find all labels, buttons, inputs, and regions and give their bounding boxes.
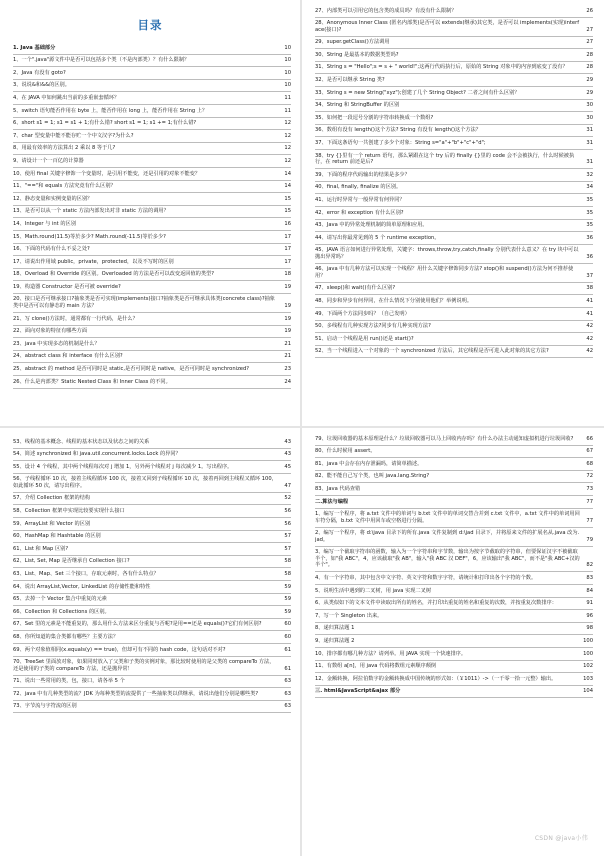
toc-entry-title: 46、java 中有几种方法可以实现一个线程？用什么关键字修饰同步方法? stop()和 suspend()方法为何不推荐使用？ [315,266,574,279]
toc-entry[interactable] [13,294,291,313]
toc-entry[interactable] [13,363,291,376]
toc-entry-page: 16 [284,220,291,227]
toc-entry-page: 28 [586,64,593,71]
toc-entry-page: 57 [284,533,291,540]
toc-entry-title: 7、char 型变量中能不能存贮一个中文汉字?为什么? [13,132,134,139]
toc-entry-page: 59 [284,583,291,590]
toc-entry[interactable] [315,37,593,50]
toc-entry-page: 14 [284,183,291,190]
toc-entry-title: 57、介绍 Collection 框架的结构 [13,495,91,502]
toc-entry-title: 2、编写一个程序，将 d:\java 目录下的所有.java 文件复制到 d:\jad 目录下，并将原来文件的扩展名从.java 改为.jad。 [315,530,580,543]
toc-entry-title: 1. Java 基础部分 [13,44,56,51]
toc-entry[interactable] [315,220,593,233]
toc-entry-title: 35、如何把一段逗号分割的字符串转换成一个数组? [315,114,434,121]
toc-entry-page: 19 [284,328,291,335]
toc-page-1 [0,0,300,428]
toc-entry-title: 45、JAVA 语言如何进行异常处理，关键字：throws,throw,try,catch,finally 分别代表什么意义？在 try 块中可以抛出异常吗？ [315,247,579,260]
toc-entry-page: 11 [284,94,291,101]
toc-entry-title: 26、什么是内部类？Static Nested Class 和 Inner Class 的不同。 [13,378,171,385]
toc-entry-title: 67、Set 里的元素是不能重复的，那么用什么方法来区分重复与否呢?是用==还是 equals()?它们有何区别? [13,621,262,628]
toc-entry[interactable] [13,269,291,282]
toc-entry[interactable] [315,87,593,100]
toc-entry[interactable] [315,610,593,623]
toc-entry-page: 59 [284,596,291,603]
toc-entry-page: 17 [284,246,291,253]
toc-entry-title: 17、请说出作用域 public，private，protected，以及不写时的区别 [13,258,174,265]
toc-entry-page: 61 [284,665,291,672]
toc-entry-page: 27 [586,26,593,33]
toc-page-4 [302,428,602,856]
toc-entry[interactable] [13,594,291,607]
toc-entry[interactable] [13,376,291,389]
toc-entry-title: 81、java 中会存在内存泄漏吗，请简单描述。 [315,460,423,467]
toc-entry-title: 65、去掉一个 Vector 集合中重复的元素 [13,596,107,603]
toc-entry-title: 3、编写一个截取字符串的函数，输入为一个字符串和字节数，输出为按字节截取的字符串，但要保证汉字不被截取半个，如"我 ABC"，4，应该截取"我 AB"，输入"我 ABC 汉 DEF"，6，应该输出"我 ABC"，而不是"我 ABC+汉的半个"。 [315,549,580,569]
toc-entry-title: 34、String 和 StringBuffer 的区别 [315,102,400,109]
toc-entry[interactable] [13,701,291,714]
toc-entry-page: 60 [284,621,291,628]
toc-entry[interactable] [315,635,593,648]
toc-entry-page: 30 [586,114,593,121]
toc-entry-title: 68、你所知道的集合类都有哪些？主要方法？ [13,634,119,640]
toc-entry-title: 82、能不能自己写个类，也叫 java.lang.String? [315,473,430,480]
toc-entry[interactable] [13,326,291,339]
toc-entry-page: 26 [586,7,593,14]
toc-entry[interactable] [13,436,291,449]
toc-entry-page: 38 [586,285,593,292]
toc-entry-page: 35 [586,196,593,203]
toc-entry-title: 4、在 JAVA 中如何跳出当前的多重嵌套循环？ [13,94,120,101]
toc-entries [0,428,300,713]
toc-entry-title: 32、是否可以继承 String 类? [315,77,385,84]
toc-entry[interactable] [315,150,593,169]
toc-entry-page: 19 [284,315,291,322]
toc-entry[interactable] [13,118,291,131]
toc-entry-page: 15 [284,208,291,215]
toc-entry-page: 42 [586,335,593,342]
toc-entry-title: 66、Collection 和 Collections 的区别。 [13,608,110,615]
toc-entry[interactable] [13,80,291,93]
toc-page-3 [0,428,300,856]
toc-entry[interactable] [13,461,291,474]
toc-entry-page: 47 [284,482,291,489]
toc-entry-title: 27、内部类可以引用它的包含类的成员吗？有没有什么限制？ [315,7,457,14]
toc-entry-page: 56 [284,520,291,527]
toc-entry-page: 104 [583,688,593,695]
watermark: CSDN @java小伟 [534,835,588,842]
toc-entry-title: 11、"=="和 equals 方法究竟有什么区别？ [13,183,116,190]
toc-entry[interactable] [13,531,291,544]
toc-entry-page: 31 [586,127,593,134]
toc-entry[interactable] [315,49,593,62]
toc-entries [302,0,602,358]
toc-entry[interactable] [315,598,593,611]
toc-entry-title: 72、java 中有几种类型的流？JDK 为每种类型的流提供了一些抽象类以供继承，请说出他们分别是哪些类? [13,690,259,697]
toc-entry-title: 25、abstract 的 method 是否可同时是 static,是否可同时是 native，是否可同时是 synchronized? [13,365,250,372]
toc-entry-title: 23、java 中实现多态的机制是什么？ [13,340,100,347]
toc-entry-page: 41 [586,310,593,317]
toc-entry-page: 58 [284,558,291,565]
toc-entry[interactable] [13,67,291,80]
toc-entry-title: 30、String 是最基本的数据类型吗? [315,51,399,58]
toc-entry-title: 39、下面的程序代码输出的结果是多少？ [315,171,410,178]
toc-entry-page: 14 [284,170,291,177]
toc-entry-page: 12 [284,132,291,139]
toc-entry[interactable] [315,112,593,125]
toc-entry-title: 12、静态变量和实例变量的区别？ [13,195,93,202]
toc-entry[interactable] [315,458,593,471]
toc-entry-title: 6、从类似如下的文本文件中读取出所有的姓名，并打印出重复的姓名和重复的次数，并按重复次数排序： [315,600,557,607]
toc-entry-page: 15 [284,195,291,202]
toc-entry[interactable] [13,281,291,294]
toc-entry-page: 23 [284,365,291,372]
toc-entry-page: 34 [586,184,593,191]
toc-entry-page: 91 [586,600,593,607]
toc-entry-page: 11 [284,107,291,114]
toc-entry-page: 37 [586,272,593,279]
toc-entry-title: 52、当一个线程进入一个对象的一个 synchronized 方法后，其它线程是否可进入此对象的其它方法? [315,348,549,355]
toc-entry-page: 29 [586,89,593,96]
toc-entry-page: 58 [284,571,291,578]
toc-entry[interactable] [315,18,593,37]
toc-entry-page: 28 [586,51,593,58]
toc-entry-title: 8、递归算法题 1 [315,625,355,632]
toc-entry-title: 36、数组有没有 length()这个方法? String 有没有 length()这个方法？ [315,127,481,134]
toc-entry-title: 63、List、Map、Set 三个接口，存取元素时，各有什么特点？ [13,571,159,578]
toc-page-2 [302,0,602,428]
toc-entry-title: 80、什么时候用 assert。 [315,448,376,455]
toc-entry[interactable] [13,155,291,168]
toc-entry[interactable] [13,619,291,632]
toc-entry-title: 10、使用 final 关键字修饰一个变量时，是引用不能变，还是引用的对象不能变？ [13,170,201,177]
toc-entry-title: 11、有数组 a[n]，用 java 代码将数组元素顺序颠倒 [315,663,437,670]
toc-entry-title: 10、排序都有哪几种方法？请列举。用 JAVA 实现一个快速排序。 [315,650,467,657]
toc-entry[interactable] [315,100,593,113]
toc-entry[interactable] [13,351,291,364]
toc-entry[interactable] [13,505,291,518]
toc-entry-page: 72 [586,473,593,480]
toc-entry-page: 30 [586,102,593,109]
toc-entry-title: 15、Math.round(11.5)等於多少? Math.round(-11.5)等於多少? [13,233,166,240]
toc-entry-page: 77 [586,498,593,505]
toc-entry-page: 77 [586,517,593,524]
toc-section-entry[interactable] [315,686,593,699]
toc-entry[interactable] [13,631,291,644]
toc-entry[interactable] [315,471,593,484]
toc-entry-title: 58、Collection 框架中实现比较要实现什么接口 [13,508,125,515]
toc-entry-page: 83 [586,574,593,581]
toc-entry-page: 43 [284,438,291,445]
toc-entry-title: 43、Java 中的异常处理机制的简单原理和应用。 [315,222,428,229]
toc-entry-page: 18 [284,271,291,278]
toc-entry-page: 61 [284,646,291,653]
toc-entry[interactable] [315,295,593,308]
toc-entry-page: 98 [586,625,593,632]
toc-entry[interactable] [315,125,593,138]
toc-entry-page: 27 [586,39,593,46]
toc-entry-title: 13、是否可以从一个 static 方法内部发出对非 static 方法的调用？ [13,208,169,215]
toc-entry-page: 35 [586,209,593,216]
toc-section-entry[interactable] [315,496,593,509]
toc-entry[interactable] [315,194,593,207]
toc-entry[interactable] [13,338,291,351]
toc-entry-title: 1、一个".java"源文件中是否可以包括多个类（不是内部类）？有什么限制？ [13,57,190,64]
toc-entry-title: 9、请设计一个一百亿的计算器 [13,157,84,164]
toc-entry[interactable] [13,568,291,581]
toc-entry-title: 70、TreeSet 里面放对象，如果同时放入了父类和子类的实例对象，那比较时使用的是父类的 compareTo 方法，还是使用的子类的 compareTo 方法，还是抛异常！ [13,659,275,672]
toc-entry-title: 16、下面的代码有什么不妥之处? [13,246,90,253]
toc-entry[interactable] [315,5,593,18]
toc-entry-title: 53、线程的基本概念、线程的基本状态以及状态之间的关系 [13,438,150,445]
toc-entry-title: 62、List, Set, Map 是否继承自 Collection 接口? [13,558,130,565]
toc-entry-title: 55、设计 4 个线程，其中两个线程每次对 j 增加 1，另外两个线程对 j 每次减少 1。写出程序。 [13,463,233,470]
toc-entry-page: 84 [586,587,593,594]
toc-entry[interactable] [315,321,593,334]
toc-entry[interactable] [315,661,593,674]
toc-entry[interactable] [13,644,291,657]
toc-entry-title: 47、sleep()和 wait()有什么区别? [315,285,396,292]
toc-entry[interactable] [13,105,291,118]
toc-entry-title: 71、说出一些常用的类，包，接口，请各举 5 个 [13,678,125,685]
toc-entry-page: 24 [284,378,291,385]
toc-entry[interactable] [13,313,291,326]
toc-entry[interactable] [315,648,593,661]
toc-entry-page: 63 [284,690,291,697]
toc-entry-title: 5、说明生活中遇到的二叉树，用 java 实现二叉树 [315,587,432,594]
toc-entry-page: 96 [586,612,593,619]
toc-entry-title: 54、简述 synchronized 和 java.util.concurrent.locks.Lock 的异同？ [13,451,181,458]
toc-entry[interactable] [13,218,291,231]
toc-entry[interactable] [13,688,291,701]
toc-entry-title: 22、面向对象的特征有哪些方面 [13,328,88,335]
toc-entry-page: 12 [284,157,291,164]
toc-entry-page: 63 [284,678,291,685]
toc-entry-page: 63 [284,703,291,710]
toc-entry[interactable] [13,493,291,506]
toc-entry-title: 14、Integer 与 int 的区别 [13,220,76,227]
toc-entry-title: 49、下面两个方法同步吗？（自己发明） [315,310,410,317]
toc-entry[interactable] [315,446,593,459]
toc-entry[interactable] [315,264,593,283]
toc-entry[interactable] [13,676,291,689]
toc-entry-title: 79、垃圾回收器的基本原理是什么？垃圾回收器可以马上回收内存吗？有什么办法主动通知虚拟机进行垃圾回收? [315,435,574,442]
toc-entry-page: 79 [586,536,593,543]
toc-entry-title: 二.算法与编程 [315,498,349,505]
toc-entry-title: 61、List 和 Map 区别? [13,545,69,552]
toc-entry-page: 17 [284,258,291,265]
toc-entry-title: 2、Java 有没有 goto? [13,69,66,76]
toc-entry-title: 19、构造器 Constructor 是否可被 override? [13,283,121,290]
toc-entry[interactable] [13,581,291,594]
toc-entry[interactable] [13,92,291,105]
toc-entry-page: 100 [583,637,593,644]
toc-entry[interactable] [315,74,593,87]
toc-entry-page: 73 [586,485,593,492]
toc-entry-title: 69、两个对象值相同(x.equals(y) == true)，但却可有不同的 hash code，这句话对不对? [13,646,226,653]
toc-entry-title: 三. html&JavaScript&ajax 部分 [315,688,401,695]
toc-entry[interactable] [13,474,291,493]
toc-entry[interactable] [315,169,593,182]
toc-entry[interactable] [315,623,593,636]
page-divider-horizontal [0,426,604,428]
toc-entry-title: 33、String s = new String("xyz");创建了几个 String Object? 二者之间有什么区别？ [315,89,520,96]
toc-entry[interactable] [315,483,593,496]
toc-entry-title: 37、下面这条语句一共创建了多少个对象：String s="a"+"b"+"c"+"d"; [315,140,486,147]
toc-entry-title: 20、接口是否可继承接口?抽象类是否可实现(implements)接口?抽象类是否可继承具体类(concrete class)?抽象类中是否可以有静态的 main 方法？ [13,296,275,309]
toc-entry-page: 52 [284,495,291,502]
toc-entry-page: 10 [284,57,291,64]
toc-entry-title: 9、递归算法题 2 [315,637,355,644]
toc-entry-page: 19 [284,302,291,309]
toc-entry-title: 56、子线程循环 10 次，接着主线程循环 100 次，接着又回到子线程循环 10 次，接着再回到主线程又循环 100，如此循环 50 次，请写出程序。 [13,476,277,489]
toc-entry-title: 28、Anonymous Inner Class (匿名内部类)是否可以 extends(继承)其它类，是否可以 implements(实现)interface(接口)? [315,20,580,33]
toc-entry-page: 67 [586,448,593,455]
toc-entry-page: 68 [586,460,593,467]
toc-entry[interactable] [315,232,593,245]
toc-entry[interactable] [315,673,593,686]
toc-entry-title: 12、金额转换，阿拉伯数字的金额转换成中国传统的形式如：（￥1011）->（一千零一拾一元整）输出。 [315,675,557,682]
toc-entry[interactable] [315,333,593,346]
toc-entry-page: 31 [586,140,593,147]
toc-entry-page: 59 [284,608,291,615]
toc-entries [0,38,300,389]
toc-entry[interactable] [315,572,593,585]
toc-entries [302,428,602,698]
toc-entry[interactable] [315,547,593,573]
toc-entry-page: 103 [583,675,593,682]
toc-entry[interactable] [13,518,291,531]
toc-entry-title: 64、说出 ArrayList,Vector, LinkedList 的存储性能和特性 [13,583,151,590]
toc-entry[interactable] [315,283,593,296]
toc-entry-title: 8、用最有效率的方法算出 2 乘以 8 等于几? [13,145,116,152]
toc-entry[interactable] [13,181,291,194]
toc-entry-page: 36 [586,253,593,260]
toc-entry-title: 4、有一个字符串，其中包含中文字符、英文字符和数字字符，请统计和打印出各个字符的个数。 [315,574,537,581]
toc-entry-title: 18、Overload 和 Override 的区别。Overloaded 的方法是否可以改变返回值的类型? [13,271,214,278]
toc-entry-page: 41 [586,298,593,305]
toc-entry-page: 57 [284,545,291,552]
toc-entry-page: 42 [586,348,593,355]
toc-entry-page: 12 [284,120,291,127]
toc-title: 目录 [137,18,163,32]
toc-entry-page: 10 [284,82,291,89]
toc-entry-page: 82 [586,562,593,569]
toc-entry-title: 50、多线程有几种实现方法?同步有几种实现方法? [315,323,431,330]
toc-entry[interactable] [315,308,593,321]
toc-entry[interactable] [13,168,291,181]
toc-entry[interactable] [13,657,291,676]
toc-entry[interactable] [13,130,291,143]
toc-entry-page: 60 [284,634,291,640]
toc-entry[interactable] [13,556,291,569]
toc-entry-page: 17 [284,233,291,240]
toc-entry-page: 32 [586,171,593,178]
toc-entry[interactable] [315,509,593,528]
toc-entry-title: 21、写 clone()方法时，通常都有一行代码，是什么？ [13,315,138,322]
toc-entry[interactable] [315,182,593,195]
toc-entry-title: 40、final, finally, finalize 的区别。 [315,184,402,191]
toc-entry-title: 48、同步和异步有何异同，在什么情况下分别使用他们？举例说明。 [315,298,473,305]
toc-entry-page: 43 [284,451,291,458]
toc-entry[interactable] [315,207,593,220]
toc-entry-page: 100 [583,650,593,657]
toc-entry-title: 60、HashMap 和 Hashtable 的区别 [13,533,101,540]
toc-entry-page: 42 [586,323,593,330]
toc-entry[interactable] [13,449,291,462]
toc-entry[interactable] [315,585,593,598]
toc-entry[interactable] [315,346,593,359]
toc-entry-page: 35 [586,222,593,229]
toc-entry-title: 38、try {}里有一个 return 语句，那么紧跟在这个 try 后的 finally {}里的 code 会不会被执行，什么时候被执行，在 return 前还是后? [315,152,575,166]
toc-entry-page: 45 [284,463,291,470]
toc-entry[interactable] [315,528,593,547]
toc-entry-title: 5、switch 语句能否作用在 byte 上，能否作用在 long 上，能否作用在 String 上？ [13,107,208,114]
toc-entry-title: 29、super.getClass()方法调用 [315,39,390,46]
toc-entry-title: 44、请写出你最常见到的 5 个 runtime exception。 [315,234,440,241]
toc-entry[interactable] [315,245,593,264]
toc-entry-title: 59、ArrayList 和 Vector 的区别 [13,520,91,527]
toc-entry[interactable] [315,137,593,150]
toc-entry[interactable] [315,62,593,75]
toc-entry-page: 102 [583,663,593,670]
toc-entry-page: 21 [284,340,291,347]
toc-entry-title: 42、error 和 exception 有什么区别? [315,209,404,216]
toc-entry-page: 56 [284,508,291,515]
toc-entry-page: 31 [586,159,593,166]
toc-section-entry[interactable] [13,42,291,55]
toc-entry[interactable] [13,231,291,244]
toc-entry-title: 24、abstract class 和 interface 有什么区别? [13,353,123,360]
toc-entry-title: 83、Java 代码查错 [315,485,361,492]
toc-entry[interactable] [13,55,291,68]
toc-entry[interactable] [13,206,291,219]
toc-entry[interactable] [13,143,291,156]
toc-entry-title: 1、编写一个程序，将 a.txt 文件中的单词与 b.txt 文件中的单词交替合并到 c.txt 文件中，a.txt 文件中的单词用回车符分隔，b.txt 文件中用回车或空格进行分隔。 [315,511,580,524]
toc-entry-page: 10 [284,69,291,76]
toc-entry-title: 3、说说&和&&的区别。 [13,82,70,89]
toc-entry-page: 36 [586,234,593,241]
toc-entry[interactable] [13,543,291,556]
toc-entry-title: 6、short s1 = 1; s1 = s1 + 1;有什么错? short s1 = 1; s1 += 1;有什么错? [13,120,197,127]
toc-entry-page: 12 [284,145,291,152]
toc-entry-title: 41、运行时异常与一般异常有何异同？ [315,196,405,203]
toc-entry-title: 7、写一个 Singleton 出来。 [315,612,383,619]
toc-entry-page: 29 [586,77,593,84]
toc-entry[interactable] [13,256,291,269]
toc-entry[interactable] [13,606,291,619]
toc-entry-page: 21 [284,353,291,360]
toc-entry-title: 51、启动一个线程是用 run()还是 start()? [315,335,414,342]
toc-entry-title: 31、String s = "Hello";s = s + " world!";这两行代码执行后，原始的 String 对象中的内容到底变了没有？ [315,64,568,71]
toc-entry-title: 73、字节流与字符流的区别 [13,703,77,710]
toc-entry-page: 19 [284,283,291,290]
toc-entry[interactable] [13,193,291,206]
toc-entry[interactable] [13,244,291,257]
toc-entry[interactable] [315,433,593,446]
page-divider-vertical [300,0,302,856]
toc-entry-page: 66 [586,435,593,442]
toc-entry-page: 10 [284,44,291,51]
